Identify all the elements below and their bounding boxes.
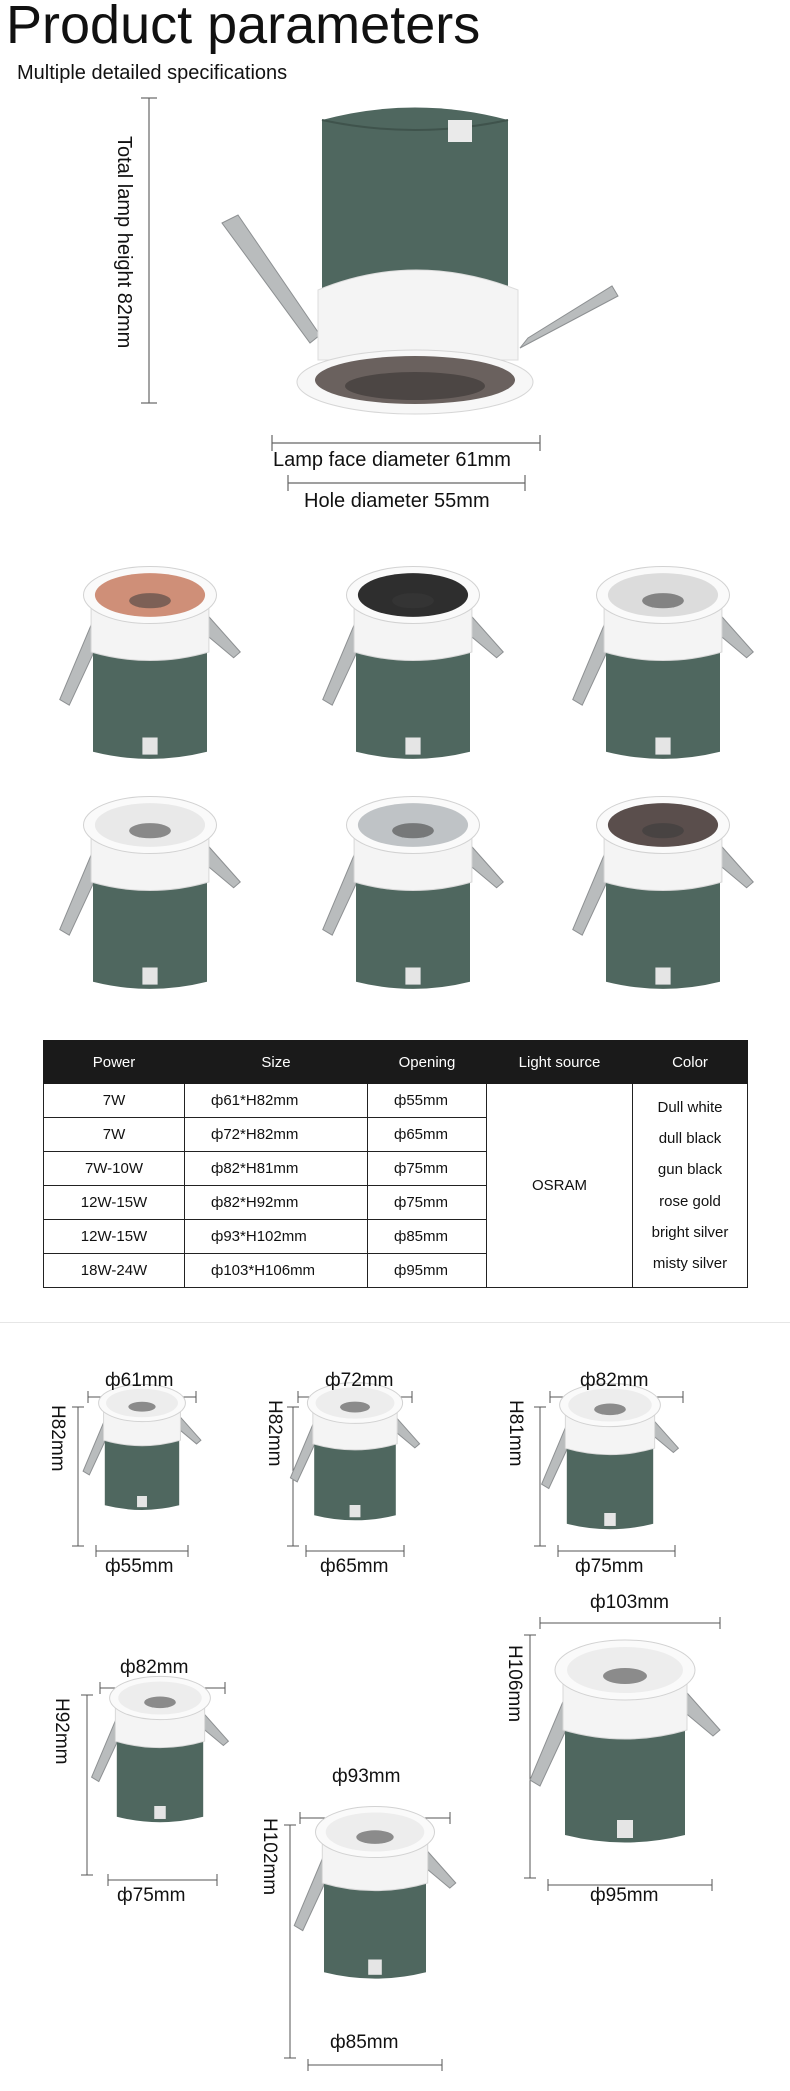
size6-top-label: ф103mm xyxy=(590,1592,669,1613)
size6-bottom-label: ф95mm xyxy=(590,1885,659,1906)
cell-opening: ф95mm xyxy=(368,1254,487,1288)
finish-lamp-5 xyxy=(323,797,504,989)
cell-opening: ф85mm xyxy=(368,1220,487,1254)
finish-variants-grid xyxy=(0,560,790,1020)
size-variants-diagram xyxy=(0,1330,790,2091)
height-dimension-label: Total lamp height 82mm xyxy=(113,136,135,349)
cell-power: 18W-24W xyxy=(44,1254,185,1288)
spec-table xyxy=(43,1040,748,1288)
cell-size: ф61*H82mm xyxy=(185,1084,368,1118)
finish-lamp-3 xyxy=(573,567,754,759)
cell-colors xyxy=(633,1084,748,1288)
cell-size: ф93*H102mm xyxy=(185,1220,368,1254)
header-power: Power xyxy=(44,1041,185,1084)
size1-height-label: H82mm xyxy=(47,1405,68,1472)
size1-bottom-label: ф55mm xyxy=(105,1556,174,1577)
size1-top-label: ф61mm xyxy=(105,1370,174,1391)
finish-lamp-6 xyxy=(573,797,754,989)
cell-opening: ф55mm xyxy=(368,1084,487,1118)
cell-size: ф82*H81mm xyxy=(185,1152,368,1186)
size5-top-label: ф93mm xyxy=(332,1766,401,1787)
cell-size: ф82*H92mm xyxy=(185,1186,368,1220)
size-lamp-6 xyxy=(530,1640,720,1843)
size2-height-label: H82mm xyxy=(264,1400,285,1467)
color-item: misty silver xyxy=(652,1254,728,1272)
header-size: Size xyxy=(185,1041,368,1084)
table-header-row xyxy=(44,1041,748,1084)
color-item: bright silver xyxy=(651,1223,729,1241)
size6-height-label: H106mm xyxy=(504,1645,525,1723)
size-lamp-1 xyxy=(83,1384,201,1510)
size-lamp-3 xyxy=(542,1383,679,1529)
cell-opening: ф75mm xyxy=(368,1186,487,1220)
size3-bottom-label: ф75mm xyxy=(575,1556,644,1577)
color-item: gun black xyxy=(657,1161,723,1179)
size2-bottom-label: ф65mm xyxy=(320,1556,389,1577)
size4-bottom-label: ф75mm xyxy=(117,1885,186,1906)
cell-size: ф72*H82mm xyxy=(185,1118,368,1152)
section-divider xyxy=(0,1322,790,1323)
size5-bottom-label: ф85mm xyxy=(330,2032,399,2053)
cell-power: 12W-15W xyxy=(44,1186,185,1220)
header-light-source: Light source xyxy=(487,1041,633,1084)
face-diameter-label: Lamp face diameter 61mm xyxy=(273,449,511,471)
finish-lamp-4 xyxy=(60,797,241,989)
size-lamp-4 xyxy=(92,1676,229,1822)
cell-opening: ф75mm xyxy=(368,1152,487,1186)
cell-opening: ф65mm xyxy=(368,1118,487,1152)
size3-top-label: ф82mm xyxy=(580,1370,649,1391)
color-item: Dull white xyxy=(657,1098,723,1116)
size5-height-label: H102mm xyxy=(259,1818,280,1896)
page-title: Product parameters xyxy=(6,0,481,55)
size2-top-label: ф72mm xyxy=(325,1370,394,1391)
page-subtitle: Multiple detailed specifications xyxy=(17,62,288,84)
cell-light-source: OSRAM xyxy=(487,1084,633,1288)
cell-size: ф103*H106mm xyxy=(185,1254,368,1288)
cell-power: 12W-15W xyxy=(44,1220,185,1254)
size4-height-label: H92mm xyxy=(51,1698,72,1765)
color-item: rose gold xyxy=(659,1192,721,1210)
cell-power: 7W-10W xyxy=(44,1152,185,1186)
size-lamp-5 xyxy=(294,1807,456,1979)
color-item: dull black xyxy=(658,1130,722,1148)
header-color: Color xyxy=(633,1041,748,1084)
size4-top-label: ф82mm xyxy=(120,1657,189,1678)
hole-diameter-label: Hole diameter 55mm xyxy=(304,490,490,512)
header-opening: Opening xyxy=(368,1041,487,1084)
finish-lamp-1 xyxy=(60,567,241,759)
size-lamp-2 xyxy=(290,1383,419,1521)
table-row xyxy=(44,1084,748,1118)
cell-power: 7W xyxy=(44,1084,185,1118)
size3-height-label: H81mm xyxy=(505,1400,526,1467)
cell-power: 7W xyxy=(44,1118,185,1152)
finish-lamp-2 xyxy=(323,567,504,759)
main-lamp-image xyxy=(222,108,618,415)
